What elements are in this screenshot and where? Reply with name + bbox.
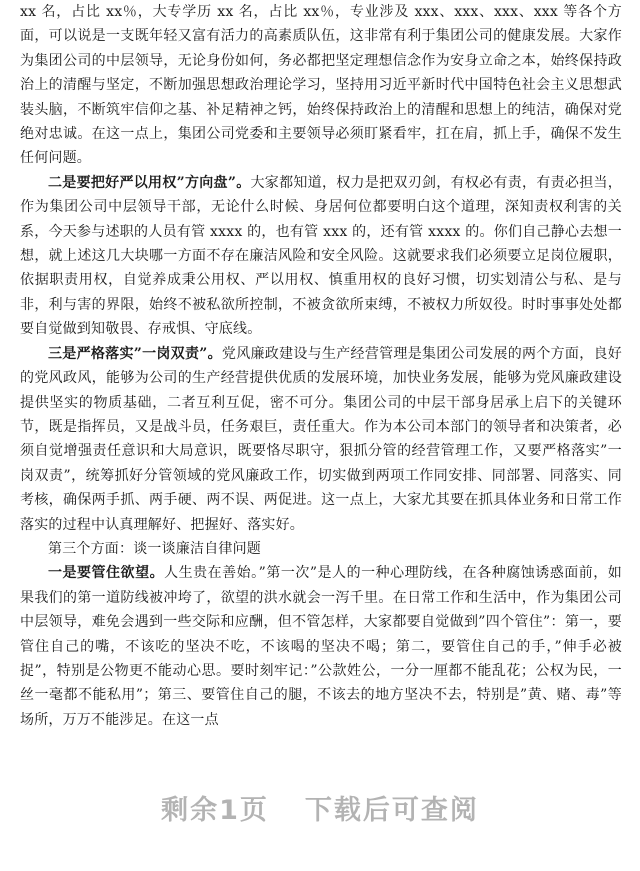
paragraph-4 (20, 561, 622, 732)
section-heading: 第三个方面：谈一谈廉洁自律问题 (48, 540, 261, 557)
paragraph-3 (20, 342, 622, 537)
paragraph-1-text: xx 名，占比 xx％，大专学历 xx 名，占比 xx％，专业涉及 xxx、xxx、xxx、xxx 等各个方面，可以说是一支既年轻又富有活力的高素质队伍，这非常有利于集团公司的健康发展。大家作为集团公司的中层领导，无论身份如何，务必都把坚定理想信念作为安身立命之本，始终保持政治上的清醒与坚定，不断加强思想政治理论学习，坚持用习近平新时代中国特色社会主义思想武装头脑，不断筑牢信仰之基、补足精神之钙，始终保持政治上的清醒和思想上的纯洁，确保对党绝对忠诚。在这一点上，集团公司党委和主要领导必须盯紧看牢，扛在肩，抓上手，确保不发生任何问题。 (20, 4, 622, 167)
paragraph-3-text: 党风廉政建设与生产经营管理是集团公司发展的两个方面，良好的党风政风，能够为公司的生产经营提供优质的发展环境，加快业务发展，能够为党风廉政建设提供坚实的物质基础，二者互利互促，密不可分。集团公司的中层干部身居承上启下的关键环节，既是指挥员，又是战斗员，任务艰巨，责任重大。作为本公司本部门的领导者和决策者，必须自觉增强责任意识和大局意识，既要恪尽职守，狠抓分管的经营管理工作，又要严格落实”一岗双责”，统筹抓好分管领域的党风廉政工作，切实做到两项工作同安排、同部署、同落实、同考核，确保两手抓、两手硬、两不误、两促进。这一点上，大家尤其要在抓具体业务和日常工作落实的过程中认真理解好、把握好、落实好。 (20, 345, 622, 533)
paragraph-3-lead: 三是严格落实”一岗双责”。 (48, 345, 222, 362)
download-hint-label: 下载后可查阅 (304, 795, 479, 826)
document-body (20, 0, 622, 732)
paragraph-4-lead: 一是要管住欲望。 (48, 565, 165, 582)
remaining-pages-label: 剩余1页 (161, 795, 269, 826)
paragraph-1 (20, 0, 622, 171)
download-banner (0, 788, 640, 827)
paragraph-2-text: 大家都知道，权力是把双刃剑，有权必有责，有责必担当，作为集团公司中层领导干部，无论什么时候、身居何位都要明白这个道理，深知责权利害的关系，今天参与述职的人员有管 xxxx 的，也有管 xxx 的，还有管 xxxx 的。你们自己静心去想一想，就上述这几大块哪一方面不存在廉洁风险和安全风险。这就要求我们必须要立足岗位履职，依据职责用权，自觉养成秉公用权、严以用权、慎重用权的良好习惯，切实划清公与私、是与非，利与害的界限，始终不被私欲所控制，不被贪欲所束缚，不被权力所奴役。时时事事处处都要自觉做到知敬畏、存戒惧、守底线。 (20, 174, 623, 338)
paragraph-2-lead: 二是要把好严以用权”方向盘”。 (48, 174, 251, 191)
paragraph-4-text: 人生贵在善始。”第一次”是人的一种心理防线，在各种腐蚀诱惑面前，如果我们的第一道防线被冲垮了，欲望的洪水就会一泻千里。在日常工作和生活中，作为集团公司中层领导，难免会遇到一些交际和应酬，但不管怎样，大家都要自觉做到”四个管住”：第一，要管住自己的嘴，不该吃的坚决不吃，不该喝的坚决不喝；第二，要管住自己的手，”伸手必被捉”，特别是公物更不能动心思。要时刻牢记：”公款姓公，一分一厘都不能乱花；公权为民，一丝一毫都不能私用”；第三、要管住自己的腿，不该去的地方坚决不去，特别是”黄、赌、毒”等场所，万万不能涉足。在这一点 (20, 565, 622, 728)
paragraph-2 (20, 171, 622, 342)
